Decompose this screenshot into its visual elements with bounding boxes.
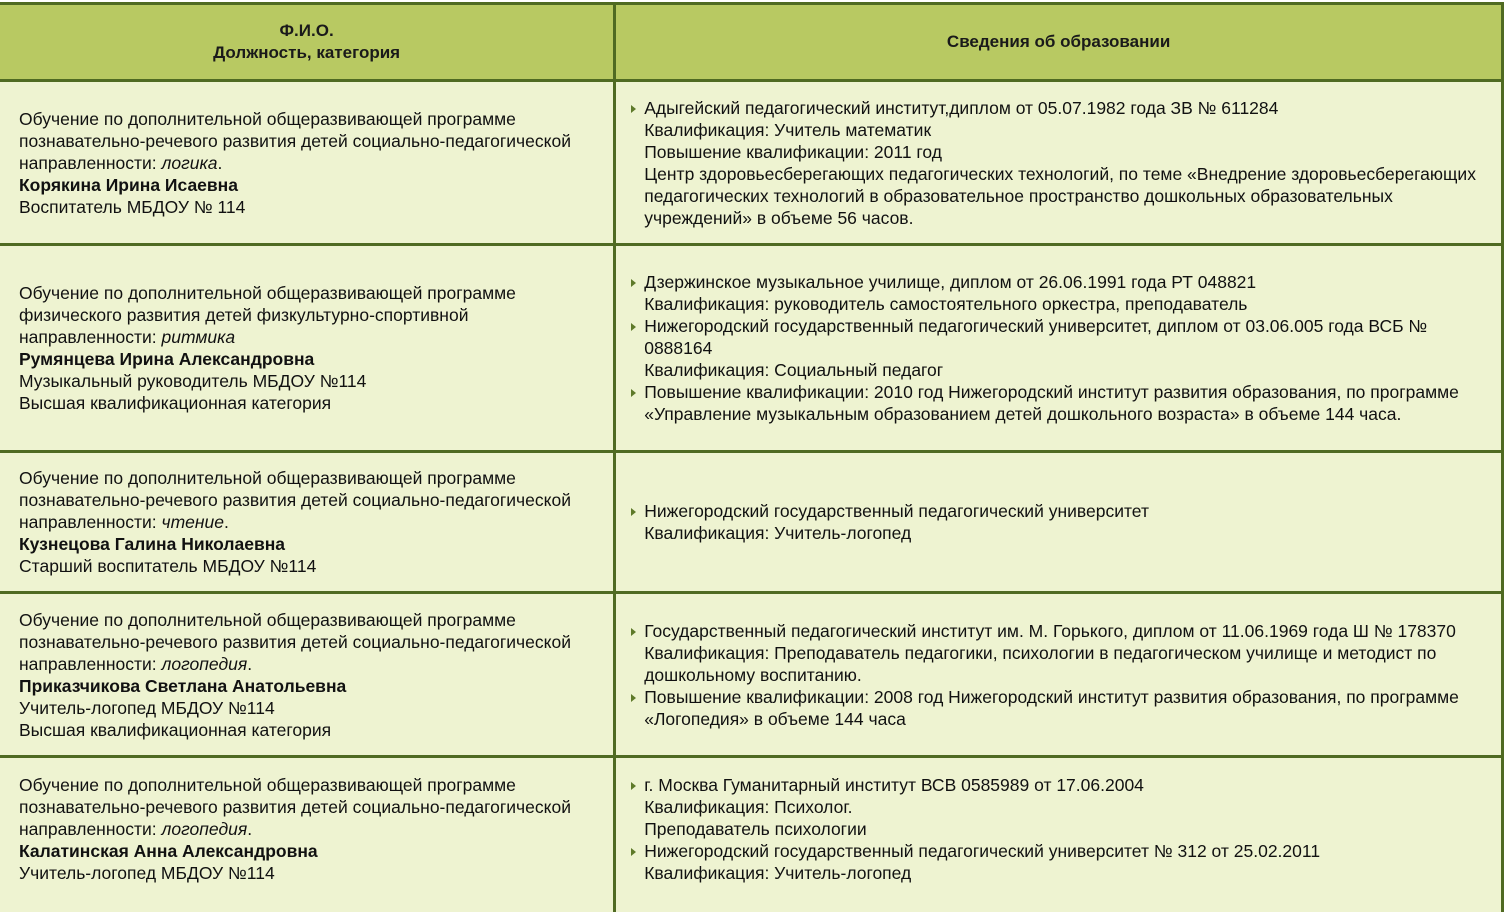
education-line: Повышение квалификации: 2010 год Нижегородский институт развития образования, по программе «Управление музыкальным образованием детей дошкольного возраста» в объеме 144 часа. bbox=[644, 382, 1459, 424]
education-line: Государственный педагогический институт им. М. Горького, диплом от 11.06.1969 года Ш № 178370 bbox=[644, 620, 1456, 641]
education-line: Нижегородский государственный педагогический университет, диплом от 03.06.005 года ВСБ № 0888164 bbox=[644, 316, 1428, 358]
bullet-triangle-icon bbox=[631, 389, 636, 397]
education-list bbox=[631, 774, 1489, 884]
table-row bbox=[0, 452, 1503, 593]
education-line: Квалификация: Психолог. bbox=[644, 797, 853, 817]
person-cell bbox=[0, 81, 615, 245]
education-cell bbox=[615, 452, 1503, 593]
education-list bbox=[631, 500, 1489, 544]
person-position: Воспитатель МБДОУ № 114 bbox=[19, 196, 246, 217]
person-cell bbox=[0, 452, 615, 593]
program-suffix: . bbox=[247, 819, 253, 839]
education-cell bbox=[615, 81, 1503, 245]
person-position: Учитель-логопед МБДОУ №114 bbox=[19, 863, 275, 883]
person-position: Музыкальный руководитель МБДОУ №114 bbox=[19, 371, 367, 391]
education-line: Нижегородский государственный педагогический университет № 312 от 25.02.2011 bbox=[644, 841, 1321, 861]
bullet-triangle-icon bbox=[631, 848, 636, 856]
education-line: Квалификация: Учитель-логопед bbox=[644, 863, 912, 883]
program-subject: логопедия bbox=[161, 819, 248, 839]
header-person-name-label: Ф.И.О. bbox=[279, 21, 334, 40]
person-name: Кузнецова Галина Николаевна bbox=[19, 534, 286, 554]
person-cell bbox=[0, 593, 615, 757]
program-prefix: Обучение по дополнительной общеразвивающей программе познавательно-речевого развития детей социально-педагогической направленности: bbox=[19, 108, 571, 173]
education-line: г. Москва Гуманитарный институт ВСВ 0585989 от 17.06.2004 bbox=[644, 775, 1144, 795]
education-line: Квалификация: Учитель математик bbox=[644, 119, 932, 140]
person-cell bbox=[0, 245, 615, 452]
table-row bbox=[0, 757, 1503, 912]
education-cell bbox=[615, 245, 1503, 452]
program-subject: чтение bbox=[161, 512, 224, 532]
program-description bbox=[19, 609, 603, 675]
education-cell bbox=[615, 593, 1503, 757]
education-list bbox=[631, 271, 1489, 425]
person-position: Старший воспитатель МБДОУ №114 bbox=[19, 556, 317, 576]
program-prefix: Обучение по дополнительной общеразвивающей программе физического развития детей физкультурно-спортивной направленности: bbox=[19, 283, 516, 347]
education-list bbox=[631, 620, 1489, 730]
program-suffix: . bbox=[217, 152, 223, 173]
education-item bbox=[631, 381, 1489, 425]
education-line: Преподаватель психологии bbox=[644, 819, 867, 839]
education-item bbox=[631, 774, 1489, 840]
education-line: Повышение квалификации: 2008 год Нижегородский институт развития образования, по программе «Логопедия» в объеме 144 часа bbox=[644, 686, 1459, 729]
program-description bbox=[19, 108, 603, 174]
education-item bbox=[631, 500, 1489, 544]
education-item bbox=[631, 315, 1489, 381]
program-subject: логика bbox=[161, 152, 218, 173]
bullet-triangle-icon bbox=[631, 628, 636, 636]
education-item bbox=[631, 620, 1489, 686]
table-row bbox=[0, 81, 1503, 245]
program-description bbox=[19, 774, 603, 840]
education-line: Квалификация: Учитель-логопед bbox=[644, 523, 912, 543]
header-person bbox=[0, 4, 615, 81]
education-line: Повышение квалификации: 2011 год bbox=[644, 141, 942, 162]
header-person-position-label: Должность, категория bbox=[213, 43, 401, 62]
person-name: Калатинская Анна Александровна bbox=[19, 841, 318, 861]
education-item bbox=[631, 97, 1489, 229]
program-suffix: . bbox=[247, 653, 253, 674]
education-item bbox=[631, 686, 1489, 730]
person-position: Учитель-логопед МБДОУ №114 bbox=[19, 697, 275, 718]
table-row bbox=[0, 245, 1503, 452]
bullet-triangle-icon bbox=[631, 323, 636, 331]
bullet-triangle-icon bbox=[631, 508, 636, 516]
education-item bbox=[631, 840, 1489, 884]
bullet-triangle-icon bbox=[631, 105, 636, 113]
program-prefix: Обучение по дополнительной общеразвивающей программе познавательно-речевого развития детей социально-педагогической направленности: bbox=[19, 609, 571, 674]
program-prefix: Обучение по дополнительной общеразвивающей программе познавательно-речевого развития детей социально-педагогической направленности: bbox=[19, 775, 571, 839]
education-line: Квалификация: Преподаватель педагогики, психологии в педагогическом училище и методист по дошкольному воспитанию. bbox=[644, 642, 1437, 685]
education-line: Центр здоровьесберегающих педагогических технологий, по теме «Внедрение здоровьесберегающих педагогических технологий в образовательное пространство дошкольных образовательных учреждений» в объеме 56 часов. bbox=[644, 163, 1476, 228]
program-subject: логопедия bbox=[161, 653, 248, 674]
staff-education-table bbox=[0, 2, 1504, 912]
education-line: Дзержинское музыкальное училище, диплом от 26.06.1991 года РТ 048821 bbox=[644, 272, 1257, 292]
bullet-triangle-icon bbox=[631, 782, 636, 790]
bullet-triangle-icon bbox=[631, 279, 636, 287]
education-cell bbox=[615, 757, 1503, 912]
program-description bbox=[19, 282, 603, 348]
program-prefix: Обучение по дополнительной общеразвивающей программе познавательно-речевого развития детей социально-педагогической направленности: bbox=[19, 468, 571, 532]
program-subject: ритмика bbox=[161, 327, 236, 347]
program-description bbox=[19, 467, 603, 533]
education-list bbox=[631, 97, 1489, 229]
table-header-row bbox=[0, 4, 1503, 81]
education-line: Квалификация: руководитель самостоятельного оркестра, преподаватель bbox=[644, 294, 1248, 314]
person-category: Высшая квалификационная категория bbox=[19, 719, 332, 740]
program-suffix: . bbox=[223, 512, 229, 532]
education-item bbox=[631, 271, 1489, 315]
person-name: Корякина Ирина Исаевна bbox=[19, 174, 238, 195]
person-name: Приказчикова Светлана Анатольевна bbox=[19, 675, 347, 696]
education-line: Адыгейский педагогический институт,диплом от 05.07.1982 года ЗВ № 611284 bbox=[644, 97, 1279, 118]
header-education bbox=[615, 4, 1503, 81]
person-category: Высшая квалификационная категория bbox=[19, 393, 332, 413]
table-row bbox=[0, 593, 1503, 757]
bullet-triangle-icon bbox=[631, 694, 636, 702]
header-education-label: Сведения об образовании bbox=[946, 32, 1171, 51]
education-line: Нижегородский государственный педагогический университет bbox=[644, 501, 1149, 521]
person-cell bbox=[0, 757, 615, 912]
person-name: Румянцева Ирина Александровна bbox=[19, 349, 315, 369]
education-line: Квалификация: Социальный педагог bbox=[644, 360, 944, 380]
